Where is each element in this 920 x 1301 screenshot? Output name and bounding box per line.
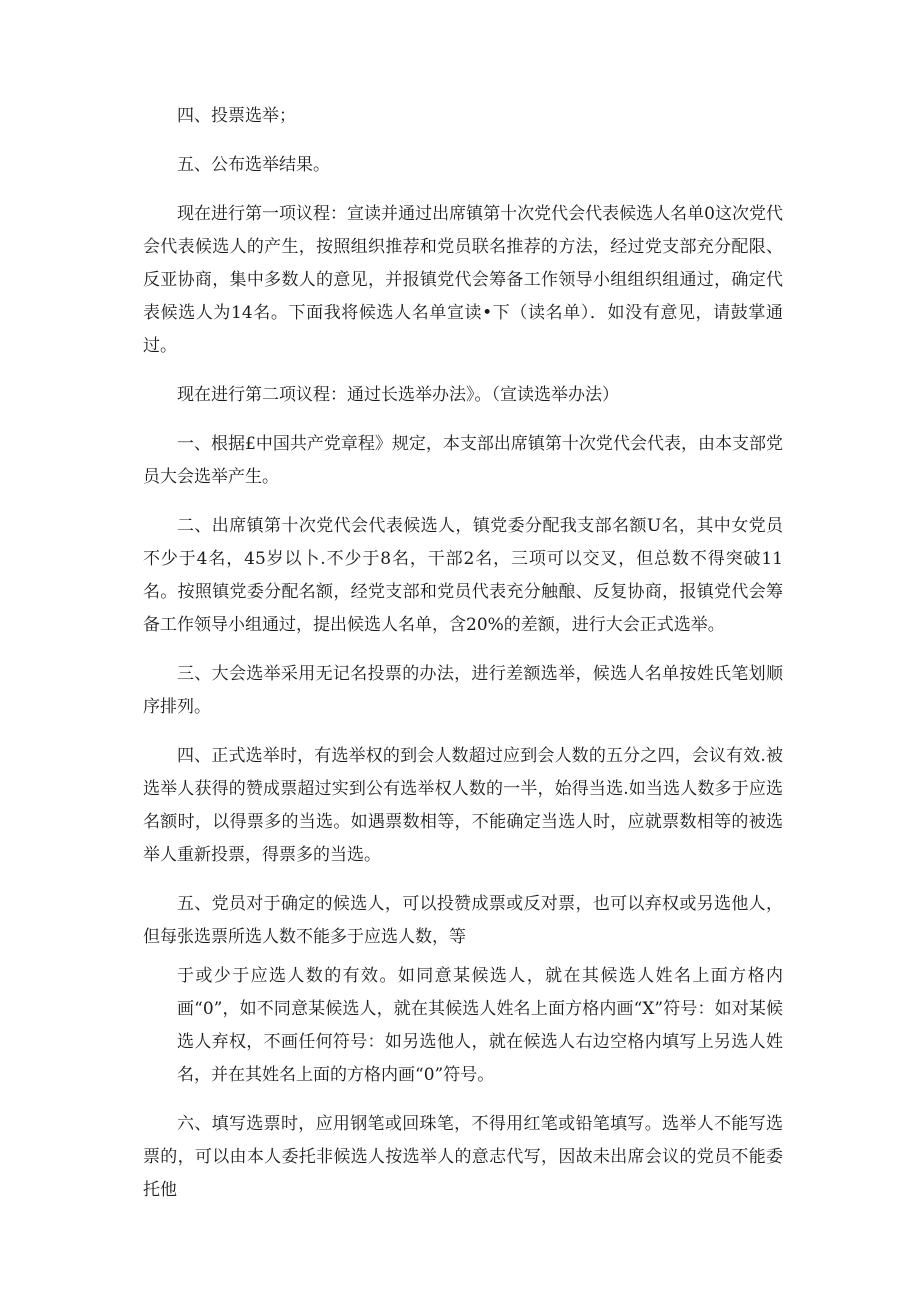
paragraph-rule-6: 六、填写选票时，应用钢笔或回珠笔，不得用红笔或铅笔填写。选举人不能写选票的，可以由本人委托非候选人按选举人的意志代写，因故未出席会议的党员不能委托他 — [143, 1114, 783, 1200]
paragraph-agenda-item-5: 五、公布选举结果。 — [177, 155, 330, 175]
paragraph-second-agenda: 现在进行第二项议程：通过长选举办法》。（宣读选举办法） — [177, 385, 619, 405]
paragraph-agenda-item-4: 四、投票选举； — [177, 106, 296, 126]
paragraph-rule-1: 一、根据£中国共产党章程》规定，本支部出席镇第十次党代会代表，由本支部党员大会选举产生。 — [143, 434, 783, 487]
paragraph-first-agenda: 现在进行第一项议程：宣读并通过出席镇第十次党代会代表候选人名单0这次党代会代表候选人的产生，按照组织推荐和党员联名推荐的方法，经过党支部充分配限、反亚协商，集中多数人的意见，并报镇党代会筹备工作领导小组组织组通过，确定代表候选人为14名。下面我将候选人名单宣读•下（读名单）．如没有意见，请鼓掌通过。 — [143, 204, 783, 356]
paragraph-rule-4: 四、正式选举时，有选举权的到会人数超过应到会人数的五分之四，会议有效.被选举人获得的赞成票超过实到公有选举权人数的一半，始得当选.如当选人数多于应选名额时，以得票多的当选。如遇票数相等，不能确定当选人时，应就票数相等的被选举人重新投票，得票多的当选。 — [143, 746, 783, 865]
document-body — [143, 100, 783, 1223]
paragraph-rule-5: 五、党员对于确定的候选人，可以投赞成票或反对票，也可以弃权或另选他人，但每张选票所选人数不能多于应选人数，等 — [143, 894, 783, 947]
paragraph-rule-2: 二、出席镇第十次党代会代表候选人，镇党委分配我支部名额U名，其中女党员不少于4名，45岁以卜.不少于8名，干部2名，三项可以交叉，但总数不得突破11名。按照镇党委分配名额，经党支部和党员代表充分触酿、反复协商，报镇党代会筹备工作领导小组通过，提出候选人名单，含20%的差额，进行大会正式选举。 — [143, 516, 783, 635]
paragraph-rule-5-continued: 于或少于应选人数的有效。如同意某候选人，就在其候选人姓名上面方格内画“0”，如不同意某候选人，就在其候选人姓名上面方格内画“X”符号：如对某候选人弃权，不画任何符号：如另选他人，就在候选人右边空格内填写上另选人姓名，并在其姓名上面的方格内画“0”符号。 — [177, 966, 783, 1085]
paragraph-rule-3: 三、大会选举采用无记名投票的办法，进行差额选举，候选人名单按姓氏笔划顺序排列。 — [143, 664, 783, 717]
